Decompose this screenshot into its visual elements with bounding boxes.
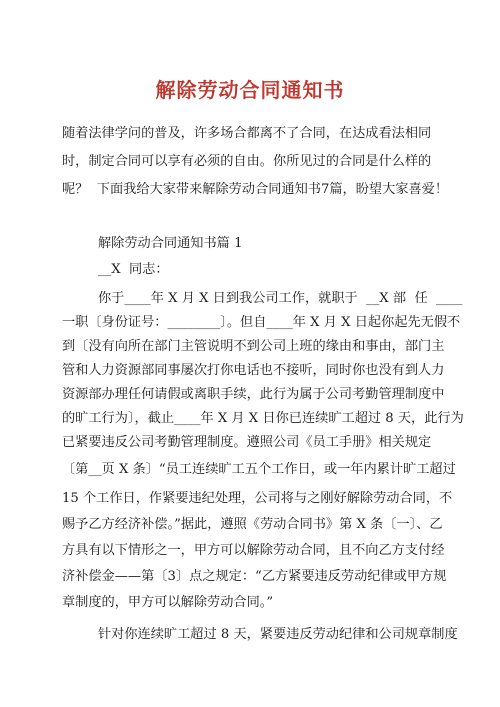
body-line-13: 章制度的，甲方可以解除劳动合同。” — [62, 595, 274, 610]
next-paragraph-line: 针对你连续旷工超过 8 天，紧要违反劳动纪律和公司规章制度 — [98, 627, 458, 642]
body-line-10: 赐予乙方经济补偿。”据此，遵照《劳动合同书》第 X 条〔一〕、乙 — [62, 517, 443, 532]
body-line-6: 的旷工行为〕，截止____年 X 月 X 日你已连续旷工超过 8 天，此行为 — [62, 411, 464, 426]
body-line-8: 〔第__页 X 条〕“员工连续旷工五个工作日，或一年内累计旷工超过 — [62, 462, 456, 477]
document-title: 解除劳动合同通知书 — [155, 78, 345, 102]
intro-line-1: 随着法律学问的普及，许多场合都离不了合同，在达成看法相同 — [62, 126, 432, 141]
body-line-7: 已紧要违反公司考勤管理制度。遵照公司《员工手册》相关规定 — [62, 435, 432, 450]
body-line-4: 管和人力资源部同事屡次打你电话也不接听，同时你也没有到人力 — [62, 363, 445, 378]
body-line-12: 济补偿金——第〔3〕点之规定：“乙方紧要违反劳动纪律或甲方规 — [62, 569, 447, 584]
body-line-1: 你于____年 X 月 X 日到我公司工作，就职于 __X 部 任 ____ — [98, 291, 463, 306]
intro-line-2: 时，制定合同可以享有必须的自由。你所见过的合同是什么样的 — [62, 154, 432, 169]
body-line-2: 一职〔身份证号：________〕。但自____年 X 月 X 日起你起先无假不 — [62, 315, 461, 330]
body-line-11: 方具有以下情形之一，甲方可以解除劳动合同，且不向乙方支付经 — [62, 543, 445, 558]
section-heading: 解除劳动合同通知书篇 1 — [98, 236, 243, 251]
body-line-5: 资源部办理任何请假或离职手续，此行为属于公司考勤管理制度中 — [62, 387, 445, 402]
intro-line-3: 呢？ 下面我给大家带来解除劳动合同通知书7篇，盼望大家喜爱！ — [62, 182, 449, 197]
body-line-3: 到〔没有向所在部门主管说明不到公司上班的缘由和事由，部门主 — [62, 339, 445, 354]
salutation: __X 同志： — [98, 262, 169, 277]
body-line-9: 15 个工作日，作紧要违纪处理，公司将与之刚好解除劳动合同，不 — [62, 491, 453, 506]
